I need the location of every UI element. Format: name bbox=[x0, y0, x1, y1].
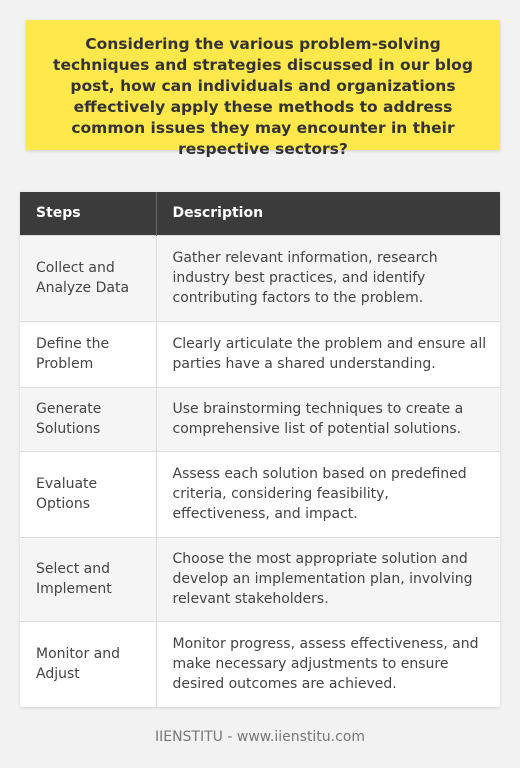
description-cell: Monitor progress, assess effectiveness, and make necessary adjustments to ensure desired outcomes are achieved. bbox=[156, 621, 500, 707]
description-cell: Choose the most appropriate solution and develop an implementation plan, involving relevant stakeholders. bbox=[156, 537, 500, 621]
table-row bbox=[20, 321, 500, 387]
header-steps: Steps bbox=[20, 192, 156, 235]
table-header-row bbox=[20, 192, 500, 235]
question-box bbox=[26, 20, 500, 158]
table-row bbox=[20, 537, 500, 621]
description-cell: Clearly articulate the problem and ensure all parties have a shared understanding. bbox=[156, 321, 500, 387]
step-cell: Collect and Analyze Data bbox=[20, 235, 156, 321]
table-row bbox=[20, 387, 500, 451]
header-description: Description bbox=[156, 192, 500, 235]
table-row bbox=[20, 621, 500, 707]
footer-credit: IIENSTITU - www.iienstitu.com bbox=[154, 729, 366, 745]
step-cell: Monitor and Adjust bbox=[20, 621, 156, 707]
step-cell: Select and Implement bbox=[20, 537, 156, 621]
steps-table bbox=[20, 192, 500, 707]
description-cell: Gather relevant information, research industry best practices, and identify contributing factors to the problem. bbox=[156, 235, 500, 321]
step-cell: Generate Solutions bbox=[20, 387, 156, 451]
step-cell: Define the Problem bbox=[20, 321, 156, 387]
step-cell: Evaluate Options bbox=[20, 451, 156, 537]
description-cell: Use brainstorming techniques to create a comprehensive list of potential solutions. bbox=[156, 387, 500, 451]
description-cell: Assess each solution based on predefined criteria, considering feasibility, effectiveness, and impact. bbox=[156, 451, 500, 537]
table-row bbox=[20, 235, 500, 321]
question-text: Considering the various problem-solving techniques and strategies discussed in our blog post, how can individuals and organizations effectively apply these methods to address common issues they may encounter in their respective sectors? bbox=[53, 35, 473, 158]
table-row bbox=[20, 451, 500, 537]
